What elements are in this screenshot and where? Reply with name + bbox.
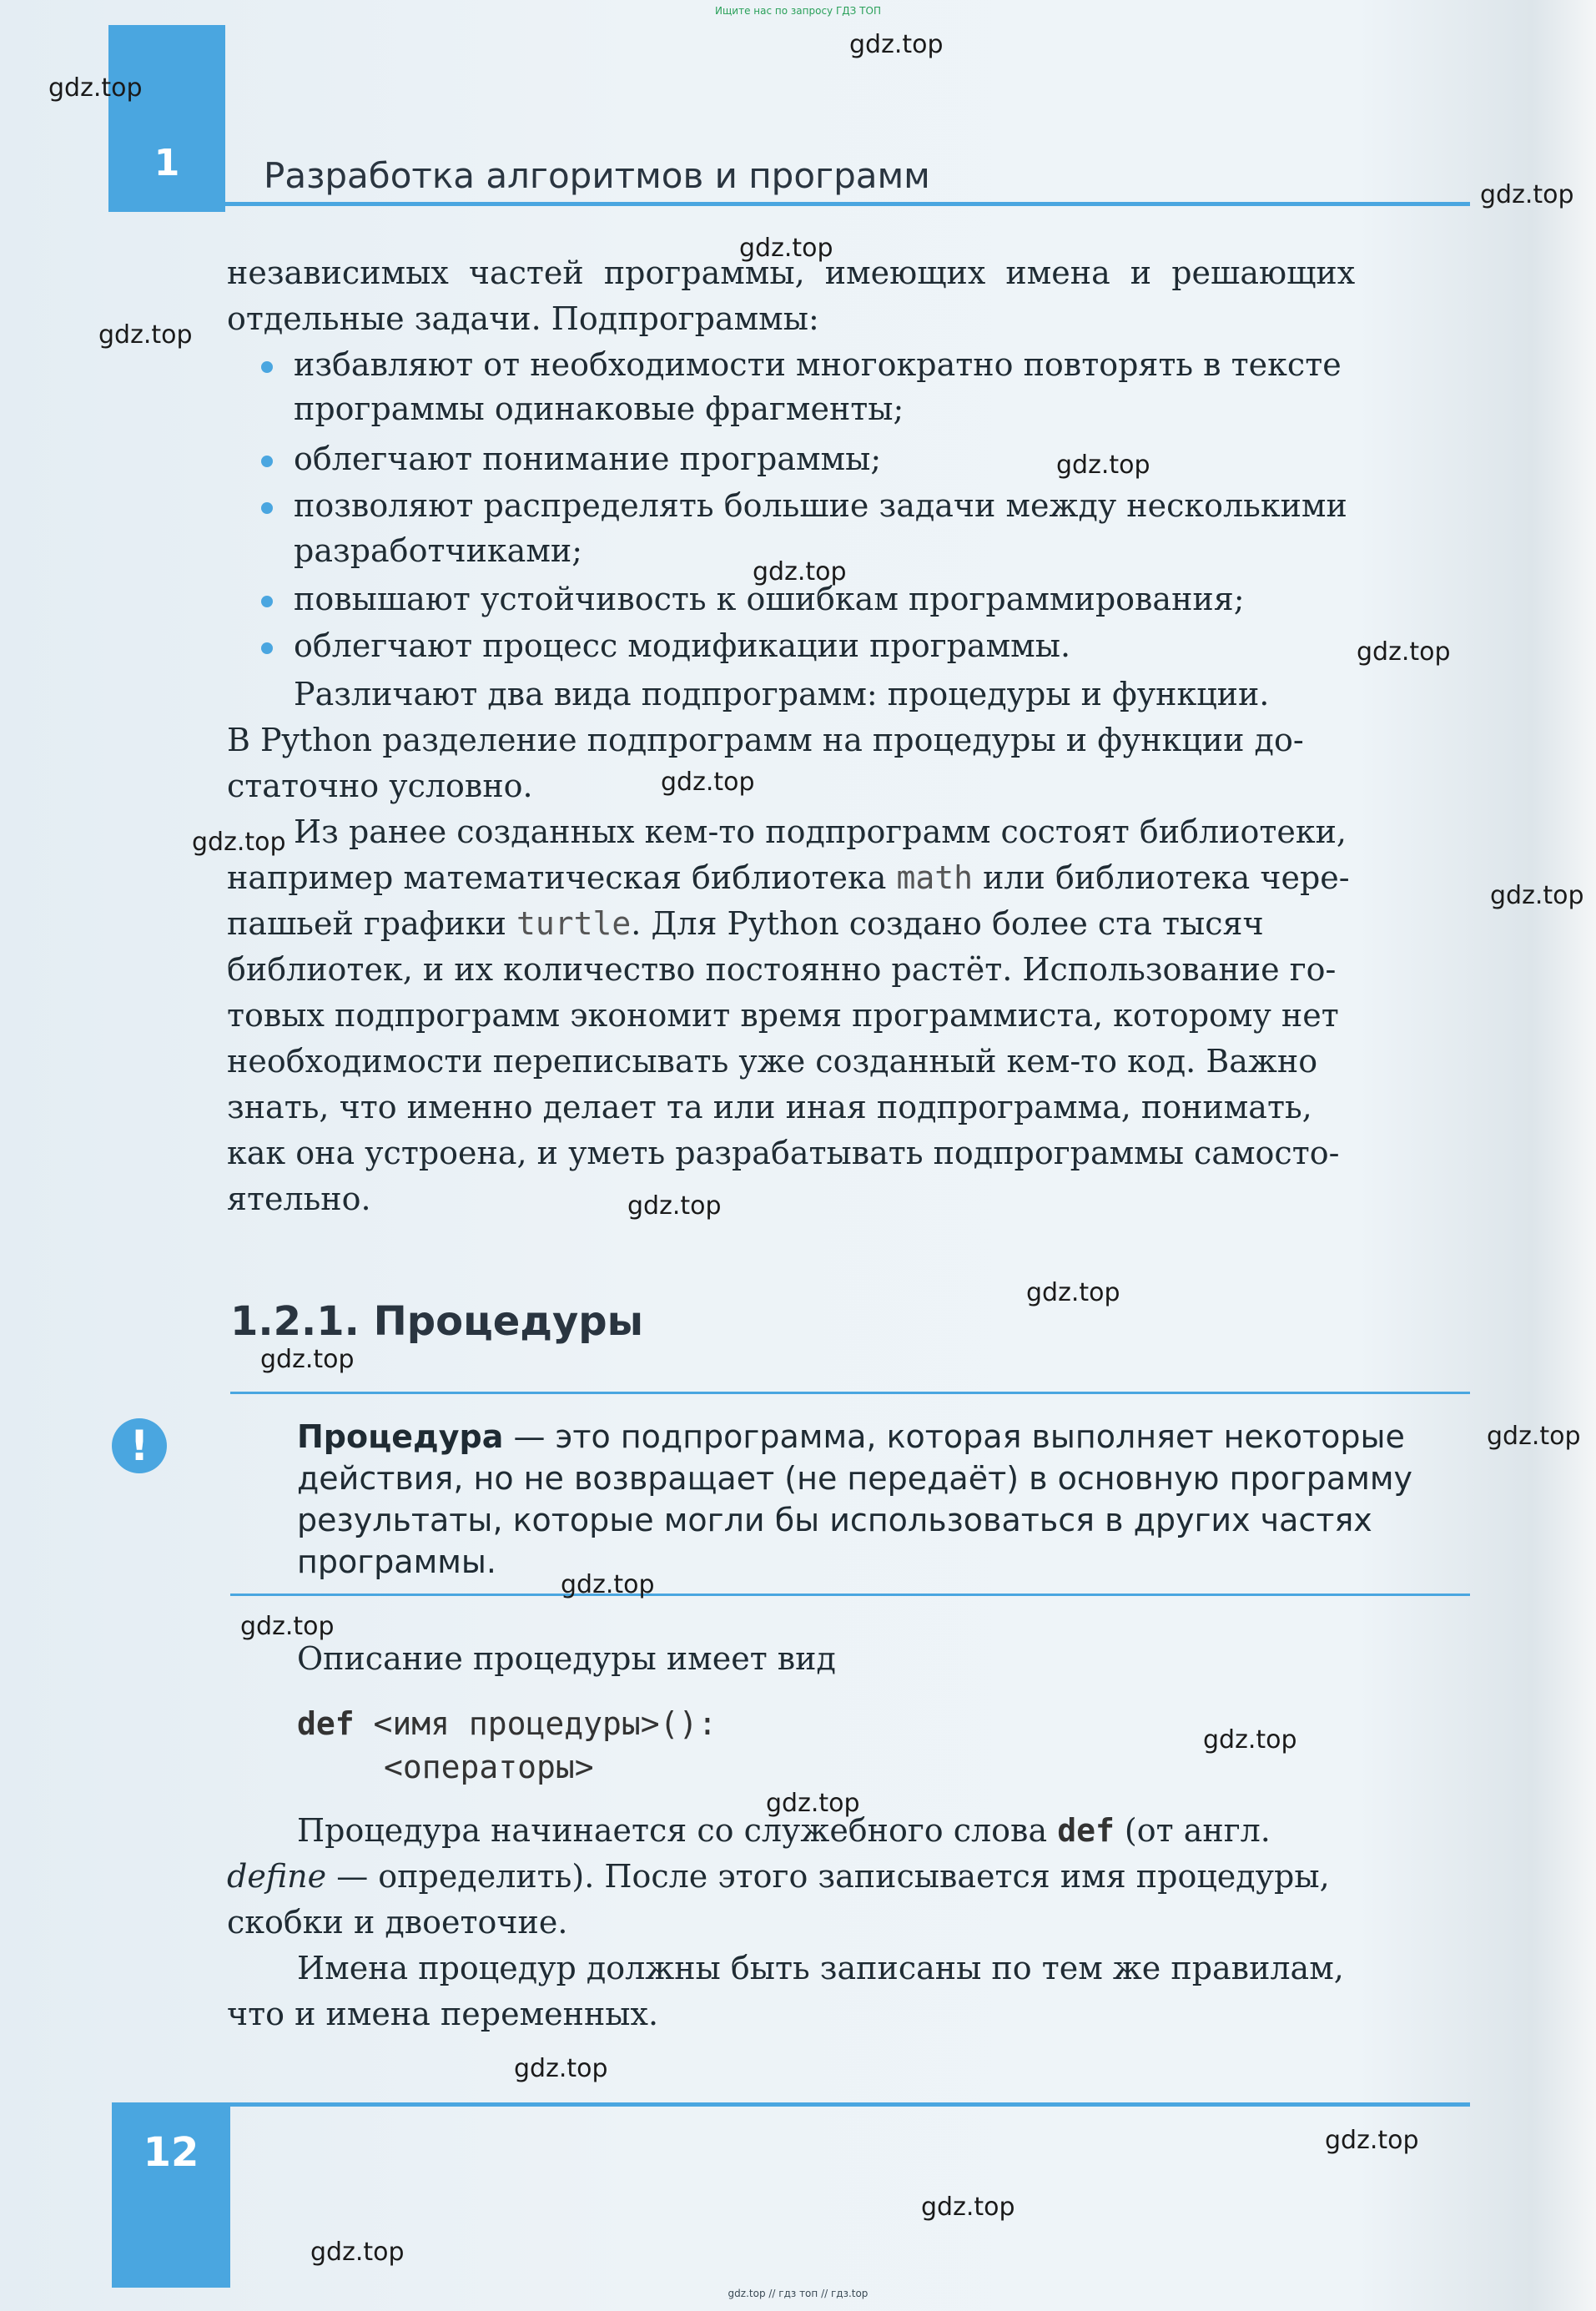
definition-line-3: результаты, которые могли бы использоваться в других частях [297,1502,1372,1538]
para3-line-2: например математическая библиотека math или библиотека чере- [227,859,1350,896]
para4-line-1: Процедура начинается со служебного слова def (от англ. [297,1812,1271,1849]
para5-line-2: что и имена переменных. [227,1996,659,2032]
para2-line-2: В Python разделение подпрограмм на процедуры и функции до- [227,722,1304,758]
definition-top-rule [230,1392,1470,1394]
watermark: gdz.top [739,234,833,263]
bullet-3-line-2: разработчиками; [294,532,583,569]
para3-line-4: библиотек, и их количество постоянно растёт. Использование го- [227,951,1337,988]
watermark: gdz.top [753,557,847,587]
definition-line-4: программы. [297,1543,497,1580]
description-label: Описание процедуры имеет вид [297,1640,836,1677]
watermark: gdz.top [48,73,143,103]
definition-bottom-rule [230,1594,1470,1596]
bullet-2-line-1: облегчают понимание программы; [294,441,882,477]
watermark: gdz.top [1026,1278,1120,1307]
top-banner: Ищите нас по запросу ГДЗ ТОП [715,5,881,17]
watermark: gdz.top [98,320,193,350]
para4-line-3: скобки и двоеточие. [227,1904,568,1941]
watermark: gdz.top [766,1789,860,1818]
exclamation-icon: ! [112,1418,167,1473]
chapter-title: Разработка алгоритмов и программ [264,155,930,196]
page-number: 12 [143,2129,199,2176]
bottom-banner: gdz.top // гдз топ // гдз.top [728,2288,868,2299]
watermark: gdz.top [849,30,944,59]
definition-line-1: Процедура — это подпрограмма, которая выполняет некоторые [297,1418,1405,1455]
watermark: gdz.top [1490,881,1584,910]
para3-line-8: как она устроена, и уметь разрабатывать подпрограммы самосто- [227,1135,1340,1171]
code-line-2: <операторы> [384,1749,594,1785]
code-math: math [896,859,973,896]
code-turtle: turtle [516,905,632,942]
bullet-5-line-1: облегчают процесс модификации программы. [294,627,1071,664]
watermark: gdz.top [1325,2126,1419,2155]
para4-line-2: define — определить). После этого записывается имя процедуры, [227,1858,1330,1895]
watermark: gdz.top [561,1570,655,1599]
bullet-4-line-1: повышают устойчивость к ошибкам программирования; [294,581,1245,617]
watermark: gdz.top [310,2238,405,2267]
watermark: gdz.top [1487,1422,1581,1451]
bullet-icon [261,456,273,467]
bullet-icon [261,361,273,373]
watermark: gdz.top [260,1345,355,1374]
definition-line-2: действия, но не возвращает (не передаёт) в основную программу [297,1460,1413,1497]
watermark: gdz.top [1357,637,1451,667]
bullet-3-line-1: позволяют распределять большие задачи между несколькими [294,487,1347,524]
code-line-1: def <имя процедуры>(): [297,1705,717,1742]
para3-line-1: Из ранее созданных кем-то подпрограмм состоят библиотеки, [294,813,1347,850]
bullet-icon [261,502,273,514]
para5-line-1: Имена процедур должны быть записаны по тем же правилам, [297,1950,1344,1986]
footer-rule [112,2102,1470,2107]
watermark: gdz.top [921,2193,1015,2222]
para2-line-1: Различают два вида подпрограмм: процедуры и функции. [294,676,1270,712]
para3-line-7: знать, что именно делает та или иная подпрограмма, понимать, [227,1089,1312,1125]
para3-line-9: ятельно. [227,1181,371,1217]
watermark: gdz.top [1480,180,1574,209]
watermark: gdz.top [1203,1725,1297,1755]
watermark: gdz.top [240,1612,335,1641]
watermark: gdz.top [514,2054,608,2083]
para3-line-6: необходимости переписывать уже созданный кем-то код. Важно [227,1043,1318,1080]
chapter-number: 1 [154,142,180,184]
bullet-icon [261,642,273,654]
para2-line-3: статочно условно. [227,768,533,804]
watermark: gdz.top [1056,451,1150,480]
section-title: 1.2.1. Процедуры [230,1298,644,1345]
bullet-icon [261,596,273,607]
para3-line-3: пашьей графики turtle. Для Python создано более ста тысяч [227,905,1264,942]
bullet-1-line-1: избавляют от необходимости многократно повторять в тексте [294,346,1342,383]
watermark: gdz.top [661,768,755,797]
watermark: gdz.top [192,828,286,857]
definition-term: Процедура [297,1418,504,1455]
intro-line-2: отдельные задачи. Подпрограммы: [227,300,819,337]
bullet-1-line-2: программы одинаковые фрагменты; [294,390,904,427]
watermark: gdz.top [627,1191,722,1221]
header-rule [225,202,1470,206]
intro-line-1: независимых частей программы, имеющих имена и решающих [227,254,1356,291]
para3-line-5: товых подпрограмм экономит время программиста, которому нет [227,997,1339,1034]
